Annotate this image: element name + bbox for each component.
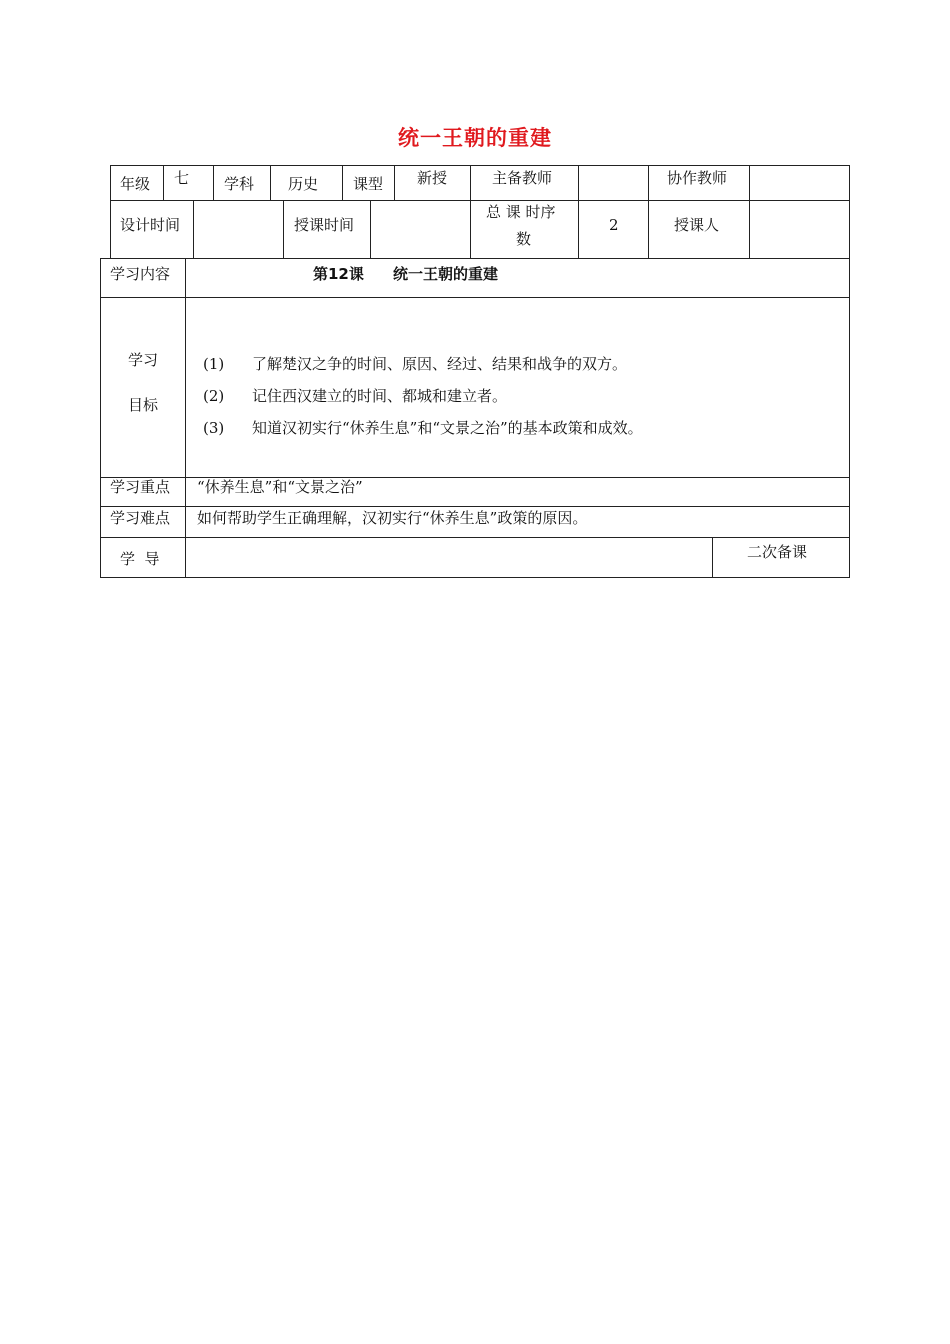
key-points-text: “休养生息”和“文景之治”	[197, 478, 363, 496]
objective-text: 了解楚汉之争的时间、原因、经过、结果和战争的双方。	[252, 355, 628, 373]
grade-value: 七	[174, 169, 190, 187]
objectives-label-line1: 学习	[128, 351, 159, 369]
total-hours-value: 2	[609, 216, 619, 234]
objective-text: 知道汉初实行“休养生息”和“文景之治”的基本政策和成效。	[252, 419, 643, 437]
total-hours-label-line1: 总 课 时序	[486, 203, 556, 221]
total-hours-label-line2: 数	[516, 230, 532, 248]
co-teacher-label: 协作教师	[667, 169, 728, 187]
lesson-title: 统一王朝的重建	[393, 265, 499, 283]
guide-label: 学 导	[120, 550, 160, 568]
design-time-label: 设计时间	[120, 216, 181, 234]
objectives-label-line2: 目标	[128, 396, 159, 414]
content-label: 学习内容	[110, 265, 171, 283]
subject-value: 历史	[288, 175, 319, 193]
objective-num: (1)	[203, 355, 225, 373]
objective-num: (3)	[203, 419, 225, 437]
grade-label: 年级	[120, 175, 151, 193]
key-points-label: 学习重点	[110, 478, 171, 496]
difficulties-text: 如何帮助学生正确理解，汉初实行“休养生息”政策的原因。	[197, 509, 588, 527]
teacher-label: 授课人	[674, 216, 720, 234]
objective-num: (2)	[203, 387, 225, 405]
teach-time-label: 授课时间	[294, 216, 355, 234]
lesson-type-value: 新授	[417, 169, 448, 187]
lead-teacher-label: 主备教师	[492, 169, 553, 187]
lesson-type-label: 课型	[353, 175, 384, 193]
second-prep-label: 二次备课	[747, 543, 808, 561]
difficulties-label: 学习难点	[110, 509, 171, 527]
document-title: 统一王朝的重建	[398, 126, 552, 150]
lesson-number: 第12课	[313, 265, 364, 283]
subject-label: 学科	[224, 175, 255, 193]
objective-text: 记住西汉建立的时间、都城和建立者。	[252, 387, 508, 405]
